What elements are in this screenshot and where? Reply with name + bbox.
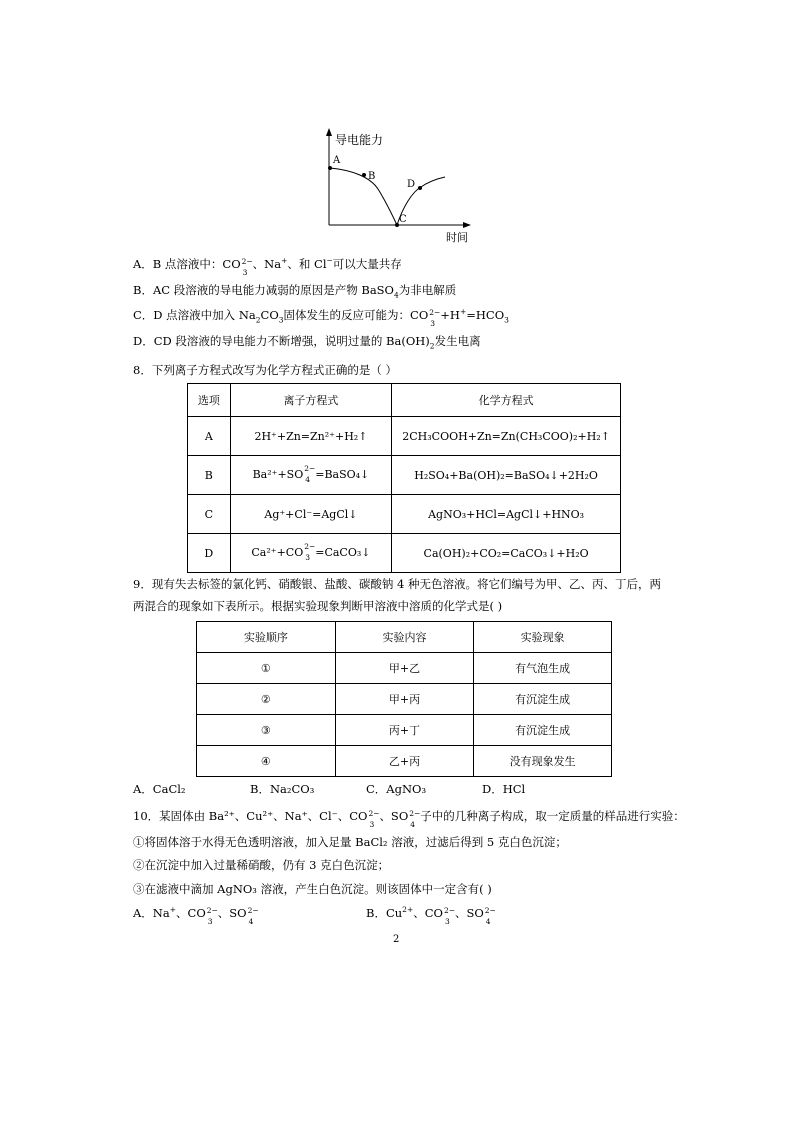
- q9-line-2: 两混合的现象如下表所示。根据实验现象判断甲溶液中溶质的化学式是( ): [133, 599, 503, 613]
- q10-line-4: ③在滤液中滴加 AgNO₃ 溶液，产生白色沉淀。则该固体中一定含有( ): [133, 882, 492, 896]
- chem-equation-cell: H₂SO₄+Ba(OH)₂=BaSO₄↓+2H₂O: [392, 456, 621, 495]
- q9-option-d: D．HCl: [482, 782, 526, 796]
- point-c-label: C: [399, 214, 407, 225]
- table-cell: 丙+丁: [335, 715, 474, 746]
- table-cell: 乙+丙: [335, 746, 474, 777]
- q9-option-a: A．CaCl₂: [133, 782, 186, 796]
- point-b-label: B: [368, 171, 376, 182]
- q7-option-c: C．D 点溶液中加入 $Na_2CO_3$固体发生的反应可能为：CO 2− 3 $+H^+=HCO_3$: [133, 307, 509, 328]
- q9-option-b: B．Na₂CO₃: [250, 782, 315, 796]
- y-axis-label: 导电能力: [335, 133, 384, 147]
- ion-equation-cell: Ca²⁺+CO 2− 3 =CaCO₃↓: [230, 534, 392, 573]
- header-cell: 离子方程式: [230, 384, 392, 417]
- header-cell: 化学方程式: [392, 384, 621, 417]
- table-cell: 有沉淀生成: [474, 715, 612, 746]
- ion-equation-cell: 2H⁺+Zn=Zn²⁺+H₂↑: [230, 417, 392, 456]
- chem-equation-cell: 2CH₃COOH+Zn=Zn(CH₃COO)₂+H₂↑: [392, 417, 621, 456]
- point-b-dot: [362, 173, 366, 177]
- chem-equation-cell: Ca(OH)₂+CO₂=CaCO₃↓+H₂O: [392, 534, 621, 573]
- chem-equation-cell: AgNO₃+HCl=AgCl↓+HNO₃: [392, 495, 621, 534]
- y-axis-arrow: [326, 128, 332, 136]
- x-axis-arrow: [463, 222, 471, 228]
- q9-option-c: C．AgNO₃: [366, 782, 427, 796]
- q7-option-b: B．AC 段溶液的导电能力减弱的原因是产物 BaSO$_4$为非电解质: [133, 283, 457, 300]
- q10-option-a: A．Na+、CO 2− 3 、SO 2− 4: [133, 905, 259, 926]
- table-row: [197, 746, 612, 777]
- q10-option-b: B．$Cu^{2+}$、CO 2− 3 、SO 2− 4: [366, 905, 496, 926]
- table-row: [188, 534, 621, 573]
- point-d-label: D: [407, 179, 416, 190]
- table-header-row: [188, 384, 621, 417]
- table-row: [197, 684, 612, 715]
- conductivity-graph: [300, 125, 480, 245]
- table-cell: ③: [197, 715, 336, 746]
- q8-table: [187, 383, 621, 573]
- table-cell: 没有现象发生: [474, 746, 612, 777]
- q7-option-d: D．CD 段溶液的导电能力不断增强，说明过量的 $Ba(OH)_2$发生电离: [133, 334, 481, 351]
- table-cell: 有气泡生成: [474, 653, 612, 684]
- q7-option-a: A．B 点溶液中：CO 2− 3 、Na+、和 Cl−可以大量共存: [133, 256, 402, 277]
- q8-title: 8．下列离子方程式改写为化学方程式正确的是（ ）: [133, 363, 397, 377]
- table-cell: 甲+乙: [335, 653, 474, 684]
- table-row: [197, 653, 612, 684]
- ion-equation-cell: Ag⁺+Cl⁻=AgCl↓: [230, 495, 392, 534]
- table-row: [188, 456, 621, 495]
- table-cell: ①: [197, 653, 336, 684]
- option-cell: C: [188, 495, 231, 534]
- header-cell: 实验顺序: [197, 622, 336, 653]
- table-cell: 甲+丙: [335, 684, 474, 715]
- table-row: [188, 417, 621, 456]
- q10-line-2: ①将固体溶于水得无色透明溶液，加入足量 BaCl₂ 溶液，过滤后得到 5 克白色沉淀；: [133, 835, 567, 849]
- option-cell: A: [188, 417, 231, 456]
- header-cell: 实验内容: [335, 622, 474, 653]
- point-d-dot: [418, 186, 422, 190]
- option-cell: D: [188, 534, 231, 573]
- q9-line-1: 9．现有失去标签的氯化钙、硝酸银、盐酸、碳酸钠 4 种无色溶液。将它们编号为甲、乙、丙、丁后，两: [133, 577, 661, 591]
- ion-equation-cell: Ba²⁺+SO 2− 4 =BaSO₄↓: [230, 456, 392, 495]
- table-row: [197, 715, 612, 746]
- option-cell: B: [188, 456, 231, 495]
- q9-table: [196, 621, 612, 777]
- x-axis-label: 时间: [446, 231, 468, 244]
- table-cell: 有沉淀生成: [474, 684, 612, 715]
- table-row: [188, 495, 621, 534]
- table-header-row: [197, 622, 612, 653]
- table-cell: ②: [197, 684, 336, 715]
- table-cell: ④: [197, 746, 336, 777]
- header-cell: 选项: [188, 384, 231, 417]
- point-a-label: A: [333, 155, 341, 166]
- q10-line-3: ②在沉淀中加入过量稀硝酸，仍有 3 克白色沉淀；: [133, 858, 390, 872]
- q10-line-1: 10．某固体由 Ba²⁺、Cu²⁺、Na⁺、Cl⁻、CO 2− 3 、SO 2− 4 子中的几种离子构成，取一定质量的样品进行实验：: [133, 809, 685, 829]
- page-number: 2: [393, 934, 400, 945]
- point-a-dot: [328, 166, 332, 170]
- header-cell: 实验现象: [474, 622, 612, 653]
